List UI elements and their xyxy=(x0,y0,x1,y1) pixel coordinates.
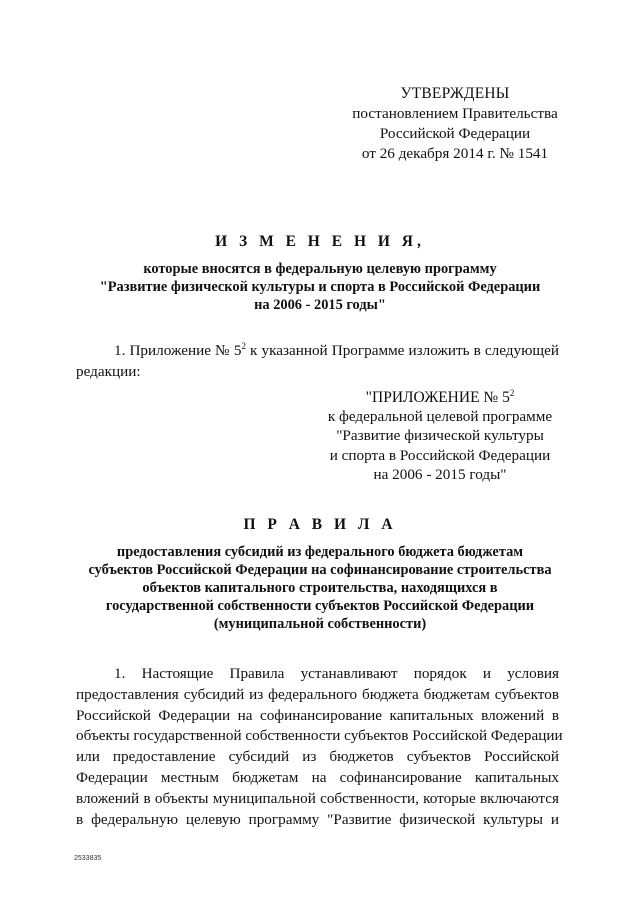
body-line-8: в федеральную целевую программу "Развитие физической культуры и xyxy=(76,810,559,828)
appendix-heading-superscript: 2 xyxy=(509,388,515,398)
approval-line-1: постановлением Правительства xyxy=(352,105,558,122)
item-1-line-1 xyxy=(76,340,559,361)
appendix-heading xyxy=(305,388,575,407)
body-line-5: или предоставление субсидий из бюджетов субъектов Российской xyxy=(76,748,559,766)
document-code: 2533835 xyxy=(74,855,102,862)
item-1-continuation: редакции: xyxy=(76,363,141,380)
approval-line-2: Российской Федерации xyxy=(379,125,531,142)
approval-heading: УТВЕРЖДЕНЫ xyxy=(400,85,510,102)
approval-stamp-block xyxy=(330,84,580,164)
item-1-paragraph xyxy=(76,340,559,382)
rules-subtitle-line-5: (муниципальной собственности) xyxy=(213,616,427,632)
rules-subtitle-line-4: государственной собственности субъектов Российской Федерации xyxy=(105,598,535,614)
body-line-4: объекты государственной собственности субъектов Российской Федерации xyxy=(76,727,563,745)
approval-line-3: от 26 декабря 2014 г. № 1541 xyxy=(361,145,549,162)
item-1-superscript: 2 xyxy=(241,341,246,351)
rules-body-paragraph xyxy=(76,664,563,830)
item-1-text-before: 1. Приложение № 5 xyxy=(114,342,242,359)
rules-subtitle-line-1: предоставления субсидий из федерального бюджета бюджетам xyxy=(116,544,524,560)
appendix-line-4: на 2006 - 2015 годы" xyxy=(373,465,507,483)
rules-title: П Р А В И Л А xyxy=(243,516,397,533)
rules-subtitle-line-3: объектов капитального строительства, находящихся в xyxy=(142,580,498,596)
body-line-1: 1. Настоящие Правила устанавливают порядок и условия xyxy=(114,665,559,682)
body-line-6: Федерации местным бюджетам на софинансирование капитальных xyxy=(76,768,559,786)
changes-title: И З М Е Н Е Н И Я, xyxy=(215,233,425,250)
body-line-2: предоставления субсидий из федерального бюджета бюджетам субъектов xyxy=(76,685,559,703)
changes-subtitle-line-1: которые вносятся в федеральную целевую программу xyxy=(143,261,497,277)
appendix-line-3: и спорта в Российской Федерации xyxy=(329,446,551,464)
changes-subtitle-line-3: на 2006 - 2015 годы" xyxy=(254,297,386,313)
rules-subtitle-line-2: субъектов Российской Федерации на софинансирование строительства xyxy=(88,562,552,578)
appendix-heading-block xyxy=(305,388,575,484)
body-line-7: вложений в объекты муниципальной собственности, которые включаются xyxy=(76,789,559,807)
rules-subtitle xyxy=(60,543,580,633)
appendix-line-2: "Развитие физической культуры xyxy=(336,427,544,445)
changes-subtitle-line-2: "Развитие физической культуры и спорта в Российской Федерации xyxy=(99,279,541,295)
appendix-line-1: к федеральной целевой программе xyxy=(327,408,553,426)
changes-subtitle xyxy=(60,260,580,314)
appendix-heading-text: "ПРИЛОЖЕНИЕ № 5 xyxy=(365,389,510,406)
item-1-text-after: к указанной Программе изложить в следующей xyxy=(245,342,559,359)
body-line-3: Российской Федерации на софинансирование капитальных вложений в xyxy=(76,706,559,724)
